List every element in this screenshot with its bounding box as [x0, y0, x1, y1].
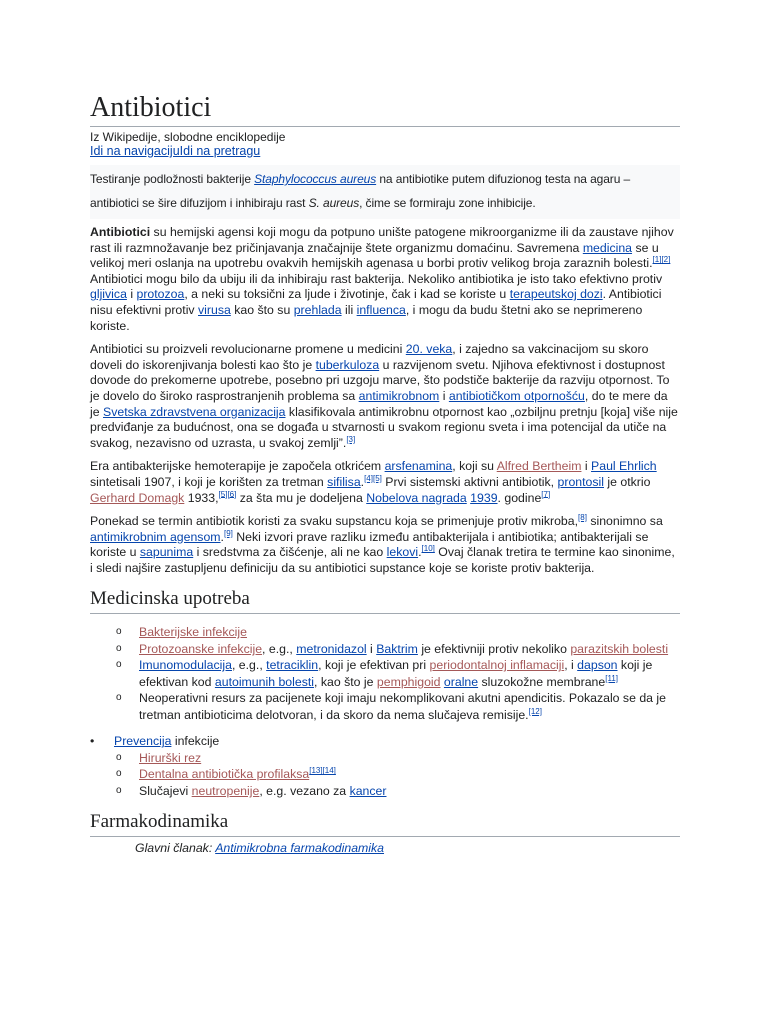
- link-baktrim[interactable]: Baktrim: [376, 641, 418, 656]
- link-sifilisa[interactable]: sifilisa: [327, 474, 361, 489]
- ref-3[interactable]: [346, 435, 355, 444]
- paragraph-3: [90, 459, 680, 506]
- ref-10[interactable]: [422, 544, 435, 553]
- text: , i: [564, 658, 578, 673]
- list-item: [116, 766, 680, 783]
- text: Prvi sistemski aktivni antibiotik,: [381, 474, 558, 489]
- link-lekovi[interactable]: lekovi: [386, 545, 419, 560]
- text: , do te mere da je: [90, 388, 668, 419]
- text: u razvijenom svetu. Njihova efektivnost i dostupnost dovode do prekomerne upotrebe, posebno pri uzgoju marve, što podstiče bakterije da razviju otpornost. To je dovelo do široko rasprostranjenih problema sa: [90, 357, 670, 403]
- ref-link[interactable]: [5]: [218, 489, 228, 499]
- text: kao što su: [230, 302, 294, 317]
- link-virusa[interactable]: virusa: [198, 302, 231, 317]
- link-antimikrobnom[interactable]: antimikrobnom: [358, 388, 440, 403]
- bold-term: Antibiotici: [90, 225, 151, 239]
- link-autoimunih-bolesti[interactable]: autoimunih bolesti: [214, 674, 315, 689]
- ref-link[interactable]: [10]: [421, 544, 435, 554]
- disc-bullet-icon: •: [90, 734, 95, 749]
- text: , e.g.,: [231, 658, 267, 673]
- link-kancer[interactable]: kancer: [349, 783, 387, 798]
- text: . Antibiotici nisu efektivni protiv: [90, 287, 662, 317]
- ref-8[interactable]: [578, 513, 587, 522]
- text: i: [366, 641, 377, 656]
- main-article-note: [90, 841, 680, 855]
- circle-bullet-icon: o: [116, 659, 122, 671]
- link-metronidazol[interactable]: metronidazol: [296, 641, 367, 656]
- ref-14[interactable]: [323, 766, 336, 775]
- list-item: [90, 733, 680, 799]
- link-pemphigoid[interactable]: pemphigoid: [376, 674, 441, 689]
- link-arsfenamina[interactable]: arsfenamina: [384, 459, 453, 474]
- paragraph-2: [90, 342, 680, 451]
- ref-link[interactable]: [6]: [227, 489, 237, 499]
- link-periodontalnoj-inflamaciji[interactable]: periodontalnoj inflamaciji: [429, 658, 565, 673]
- ref-link[interactable]: [1]: [652, 255, 662, 265]
- paragraph-4: [90, 514, 680, 576]
- link-antimikrobnim-agensom[interactable]: antimikrobnim agensom: [90, 529, 221, 544]
- medical-uses-list: [90, 624, 680, 723]
- link-oralne[interactable]: oralne: [443, 674, 479, 689]
- ref-13[interactable]: [309, 766, 322, 775]
- text: Antibiotici su proizveli revolucionarne promene u medicini: [90, 342, 406, 357]
- link-20-veka[interactable]: 20. veka: [405, 342, 453, 357]
- circle-bullet-icon: o: [116, 642, 122, 654]
- ref-7[interactable]: [541, 489, 550, 498]
- text: infekcije: [171, 734, 220, 749]
- ref-link[interactable]: [8]: [578, 513, 587, 522]
- text: ili: [341, 302, 357, 317]
- text: , e.g. vezano za: [259, 783, 350, 798]
- text: . godine: [497, 490, 542, 505]
- text: 1933,: [184, 490, 219, 505]
- text: je otkrio: [604, 474, 651, 489]
- link-antimikrobna-farmakodinamika[interactable]: Antimikrobna farmakodinamika: [215, 841, 385, 856]
- text: Glavni članak:: [135, 841, 216, 856]
- link-antibiotickom-otpornoscu[interactable]: antibiotičkom otpornošću: [448, 388, 585, 403]
- list-item: [116, 657, 680, 690]
- link-bakterijske-infekcije[interactable]: Bakterijske infekcije: [139, 625, 247, 640]
- ref-link[interactable]: [9]: [223, 528, 233, 538]
- ref-link[interactable]: [12]: [528, 706, 542, 716]
- list-item: [116, 690, 680, 723]
- ref-11[interactable]: [605, 674, 618, 683]
- ref-6[interactable]: [227, 489, 236, 498]
- prevention-sublist: [90, 750, 680, 800]
- link-terapeutskoj-dozi[interactable]: terapeutskoj dozi: [509, 287, 603, 302]
- article-content: [90, 92, 680, 855]
- ref-9[interactable]: [224, 529, 233, 538]
- link-protozoanske-infekcije[interactable]: Protozoanske infekcije: [139, 641, 263, 656]
- ref-link[interactable]: [5]: [372, 473, 382, 483]
- text: za šta mu je dodeljena: [236, 490, 367, 505]
- text: i: [126, 287, 137, 302]
- link-nobelova-nagrada[interactable]: Nobelova nagrada: [366, 490, 467, 505]
- link-staphylococcus[interactable]: Staphylococcus aureus: [254, 172, 377, 186]
- circle-bullet-icon: o: [116, 751, 122, 763]
- caption-text: antibiotici se šire difuzijom i inhibiraju rast: [90, 196, 309, 210]
- circle-bullet-icon: o: [116, 626, 122, 638]
- image-caption: [90, 165, 680, 219]
- text: Antibiotici mogu bilo da ubiju ili da inhibiraju rast bakterija. Nekoliko antibiotika je isto tako efektivno protiv: [90, 271, 663, 286]
- text: .: [418, 545, 422, 560]
- link-1939[interactable]: 1939: [470, 490, 498, 505]
- link-tuberkuloza[interactable]: tuberkuloza: [315, 357, 380, 372]
- link-protozoa[interactable]: protozoa: [136, 287, 185, 302]
- prevention-list: [90, 733, 680, 799]
- link-svetska-zdravstvena-organizacija[interactable]: Svetska zdravstvena organizacija: [103, 404, 286, 419]
- list-item: [116, 641, 680, 658]
- link-gerhard-domagk[interactable]: Gerhard Domagk: [90, 490, 185, 505]
- jump-links[interactable]: [90, 144, 680, 159]
- link-sapunima[interactable]: sapunima: [139, 545, 194, 560]
- ref-link[interactable]: [2]: [661, 255, 671, 265]
- text: koji je efektivan kod: [139, 658, 653, 689]
- text: su hemijski agensi koji mogu da potpuno unište patogene mikroorganizme ili da zaustave njihov rast ili razmnožavanje bez pričinjavanja značajnije štete organizmu domaćinu. Savremena: [90, 225, 674, 255]
- text: sinonimno sa: [586, 514, 663, 529]
- text: , koji su: [452, 459, 497, 474]
- text: Ovaj članak tretira te termine kao sinonime, i sledi najšire zastupljenu definiciju da su antibiotici supstance koje se koriste protiv bakterija.: [90, 545, 675, 575]
- text: , a neki su toksični za ljude i životinje, čak i kad se koriste u: [184, 287, 510, 302]
- text: i sredstvma za čišćenje, ali ne kao: [193, 545, 387, 560]
- ref-link[interactable]: [7]: [541, 489, 551, 499]
- ref-link[interactable]: [11]: [605, 673, 618, 683]
- text: .: [360, 474, 365, 489]
- link-gljivica[interactable]: gljivica: [90, 287, 127, 302]
- site-subtitle: Iz Wikipedije, slobodne enciklopedije: [90, 130, 286, 144]
- text: i: [439, 388, 449, 403]
- text: , i zajedno sa vakcinacijom su skoro doveli do iskorenjivanja bolesti kao što je: [90, 342, 649, 372]
- list-item: [116, 783, 680, 800]
- link-medicina[interactable]: medicina: [582, 240, 633, 255]
- section-heading-farmakodinamika: Farmakodinamika: [90, 811, 680, 837]
- text: Slučajevi: [139, 783, 192, 798]
- link-neutropenije[interactable]: neutropenije: [191, 783, 260, 798]
- text: , e.g.,: [262, 641, 297, 656]
- text: , kao što je: [314, 674, 377, 689]
- ref-link[interactable]: [3]: [346, 434, 356, 444]
- link-dapson[interactable]: dapson: [577, 658, 618, 673]
- ref-4[interactable]: [364, 474, 373, 483]
- link-hirurski-rez[interactable]: Hirurški rez: [139, 750, 202, 765]
- link-prevencija[interactable]: Prevencija: [114, 734, 172, 749]
- ref-2[interactable]: [661, 255, 670, 264]
- list-item: [116, 624, 680, 641]
- circle-bullet-icon: o: [116, 692, 122, 704]
- ref-5[interactable]: [373, 474, 382, 483]
- text: Neoperativni resurs za pacijenete koji imaju nekomplikovani akutni apendicitis. Pokazalo se da je tretman antibioticima delotvoran, i da skoro da nema slučajeva remisije.: [139, 691, 667, 722]
- circle-bullet-icon: o: [116, 784, 122, 796]
- caption-text: na antibiotike putem difuzionog testa na agaru –: [376, 172, 631, 186]
- ref-12[interactable]: [529, 707, 542, 716]
- link-prontosil[interactable]: prontosil: [557, 474, 604, 489]
- link-tetraciklin[interactable]: tetraciklin: [266, 658, 319, 673]
- link-prehlada[interactable]: prehlada: [293, 302, 342, 317]
- text: , koji je efektivan pri: [318, 658, 430, 673]
- page-title: Antibiotici: [90, 92, 680, 127]
- ref-link[interactable]: [4]: [364, 473, 373, 483]
- text: sintetisali 1907, i koji je korišten za tretman: [90, 474, 328, 489]
- text: i: [581, 459, 592, 474]
- paragraph-intro: [90, 225, 680, 334]
- list-item: [116, 750, 680, 767]
- link-paul-ehrlich[interactable]: Paul Ehrlich: [591, 459, 657, 474]
- caption-text: , čime se formiraju zone inhibicije.: [359, 196, 536, 210]
- caption-text: Testiranje podložnosti bakterije: [90, 172, 255, 186]
- text: Ponekad se termin antibiotik koristi za svaku supstancu koja se primenjuje protiv mikroba,: [90, 514, 579, 529]
- ref-link[interactable]: [13]: [309, 766, 323, 776]
- text: sluzokožne membrane: [478, 674, 606, 689]
- link-alfred-bertheim[interactable]: Alfred Bertheim: [496, 459, 582, 474]
- text: se u velikoj meri oslanja na upotrebu ovakvih hemijskih agenasa u borbi protiv velikog broja zaraznih bolesti.: [90, 240, 659, 271]
- text: Era antibakterijske hemoterapije je započela otkrićem: [90, 459, 385, 474]
- link-imunomodulacija[interactable]: Imunomodulacija: [139, 658, 232, 673]
- ref-link[interactable]: [14]: [322, 766, 336, 776]
- link-parazitskih-bolesti[interactable]: parazitskih bolesti: [570, 641, 669, 656]
- circle-bullet-icon: o: [116, 768, 122, 780]
- link-influenca[interactable]: influenca: [356, 302, 406, 317]
- text: , i mogu da budu štetni ako se neprimereno koriste.: [90, 302, 643, 333]
- caption-italic: S. aureus: [308, 196, 360, 210]
- text: Neki izvori prave razliku između antibakterijala i antibiotika; antibakterijali se koriste u: [90, 529, 649, 560]
- link-dentalna-antibioticka-profilaksa[interactable]: Dentalna antibiotička profilaksa: [139, 767, 310, 782]
- text: klasifikovala antimikrobnu otpornost kao „ozbiljnu pretnju [koja] više nije predviđanje za budućnost, ona se događa u stvarnosti u svakom regionu sveta i ima potencijal da utiče na svakog, nezavisno od uzrasta, u svakoj zemlji”.: [90, 404, 678, 450]
- text: .: [220, 529, 224, 544]
- text: je efektivniji protiv nekoliko: [417, 641, 571, 656]
- section-heading-medicinska-upotreba: Medicinska upotreba: [90, 588, 680, 614]
- jump-links-text[interactable]: Idi na navigacijuIdi na pretragu: [90, 144, 261, 158]
